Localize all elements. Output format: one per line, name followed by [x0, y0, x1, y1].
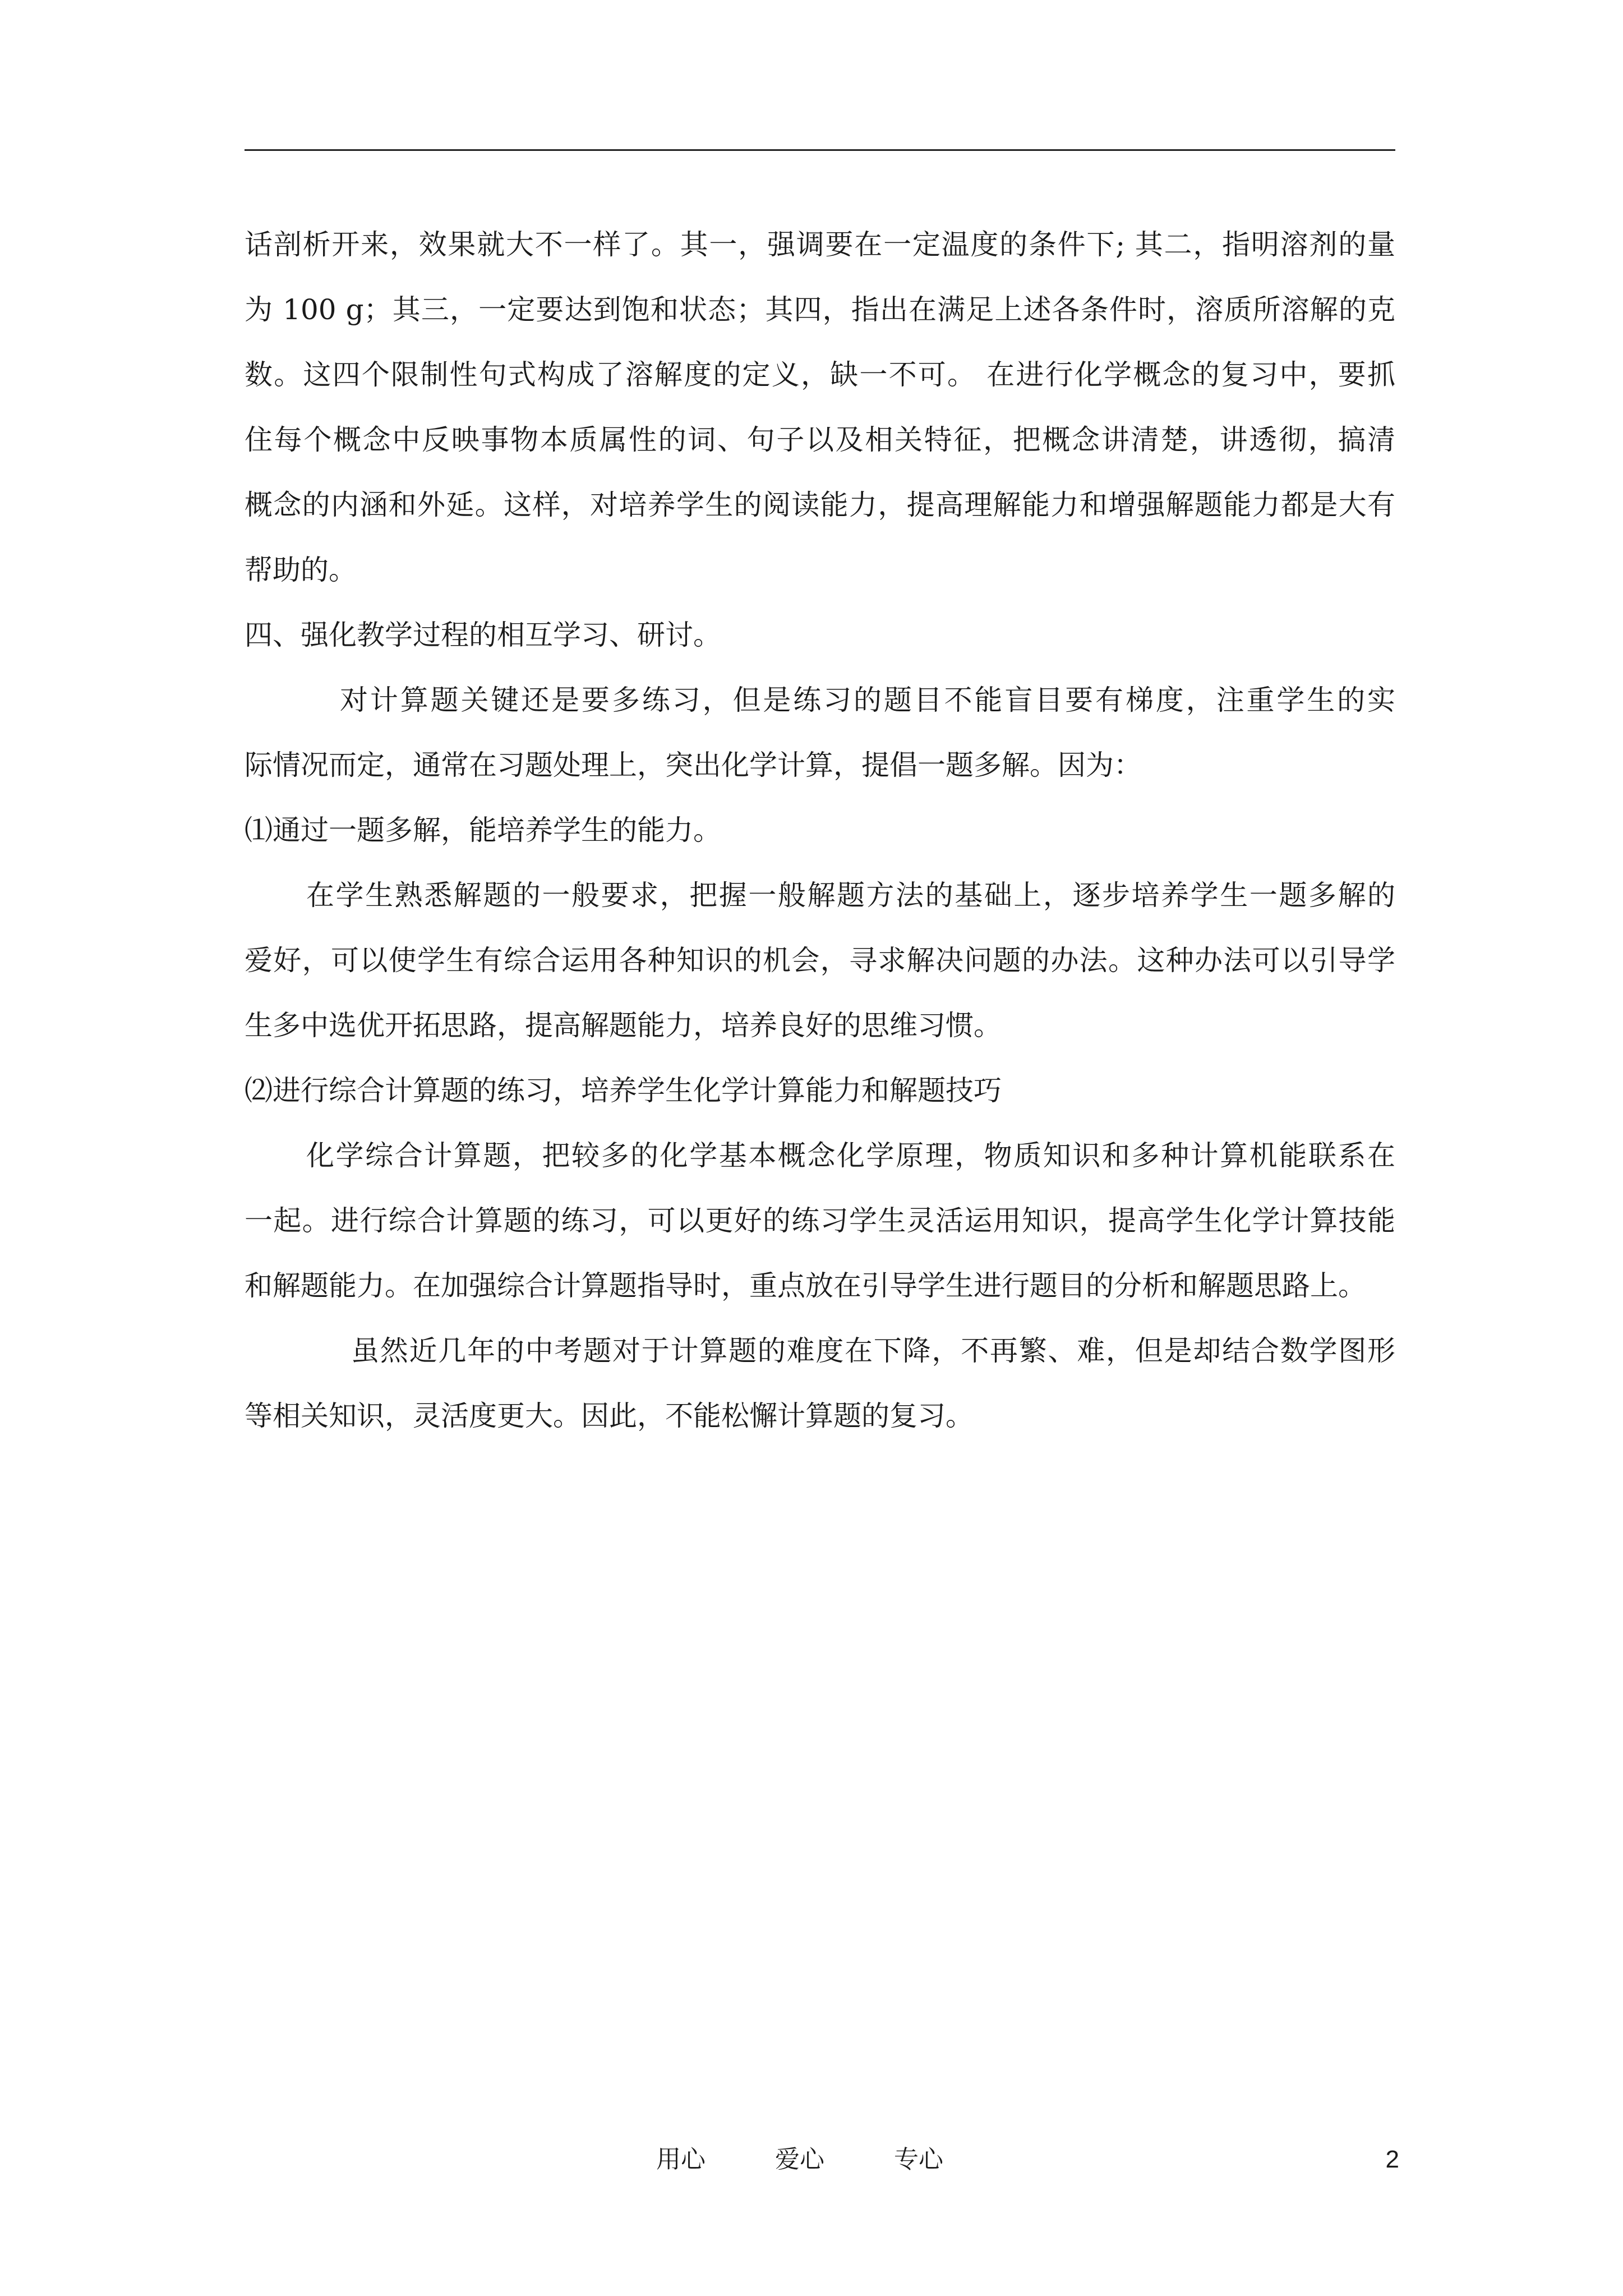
- header-rule: [245, 149, 1395, 151]
- text-line: 数。这四个限制性句式构成了溶解度的定义，缺一不可。 在进行化学概念的复习中，要抓: [245, 358, 1395, 391]
- text-line: 等相关知识，灵活度更大。因此，不能松懈计算题的复习。: [245, 1400, 974, 1432]
- text-line: 在学生熟悉解题的一般要求，把握一般解题方法的基础上，逐步培养学生一题多解的: [306, 879, 1395, 912]
- heading-text: 四、强化教学过程的相互学习、研讨。: [245, 619, 721, 651]
- footer-motto-word: 爱心: [775, 2145, 824, 2174]
- text-line: 生多中选优开拓思路，提高解题能力，培养良好的思维习惯。: [245, 1009, 1002, 1042]
- subheading-1: [245, 798, 1395, 863]
- text-line: 和解题能力。在加强综合计算题指导时，重点放在引导学生进行题目的分析和解题思路上。: [245, 1269, 1366, 1302]
- footer-motto-word: 用心: [656, 2145, 706, 2174]
- subheading-text: ⑵进行综合计算题的练习，培养学生化学计算能力和解题技巧: [245, 1074, 1002, 1107]
- paragraph-practice: [245, 668, 1395, 798]
- text-line: 爱好，可以使学生有综合运用各种知识的机会，寻求解决问题的办法。这种办法可以引导学: [245, 944, 1395, 977]
- paragraph-exam-trend: [245, 1318, 1395, 1448]
- paragraph-multiple-solutions: [245, 863, 1395, 1058]
- page-number: 2: [1385, 2146, 1399, 2173]
- text-line: 虽然近几年的中考题对于计算题的难度在下降，不再繁、难，但是却结合数学图形: [351, 1335, 1395, 1367]
- text-line: 话剖析开来，效果就大不一样了。其一，强调要在一定温度的条件下; 其二，指明溶剂的量: [245, 228, 1395, 261]
- paragraph-solubility-definition: [245, 212, 1395, 602]
- footer-motto: [656, 2137, 993, 2182]
- footer-motto-word: 专心: [894, 2145, 943, 2174]
- text-line: 对计算题关键还是要多练习，但是练习的题目不能盲目要有梯度，注重学生的实: [340, 684, 1395, 716]
- text-line: 一起。进行综合计算题的练习，可以更好的练习学生灵活运用知识，提高学生化学计算技能: [245, 1204, 1395, 1237]
- text-line: 为 100 g；其三，一定要达到饱和状态；其四，指出在满足上述各条件时，溶质所溶解的克: [245, 293, 1395, 326]
- text-line: 际情况而定，通常在习题处理上，突出化学计算，提倡一题多解。因为：: [245, 749, 1142, 781]
- text-line: 化学综合计算题，把较多的化学基本概念化学原理，物质知识和多种计算机能联系在: [306, 1139, 1395, 1172]
- subheading-text: ⑴通过一题多解，能培养学生的能力。: [245, 814, 721, 846]
- subheading-2: [245, 1058, 1395, 1123]
- section-heading-4: [245, 602, 1395, 668]
- text-line: 住每个概念中反映事物本质属性的词、句子以及相关特征，把概念讲清楚，讲透彻，搞清: [245, 424, 1395, 456]
- paragraph-comprehensive-calc: [245, 1123, 1395, 1318]
- document-body: [245, 212, 1395, 1448]
- text-line: 帮助的。: [245, 554, 357, 586]
- text-line: 概念的内涵和外延。这样，对培养学生的阅读能力，提高理解能力和增强解题能力都是大有: [245, 489, 1395, 521]
